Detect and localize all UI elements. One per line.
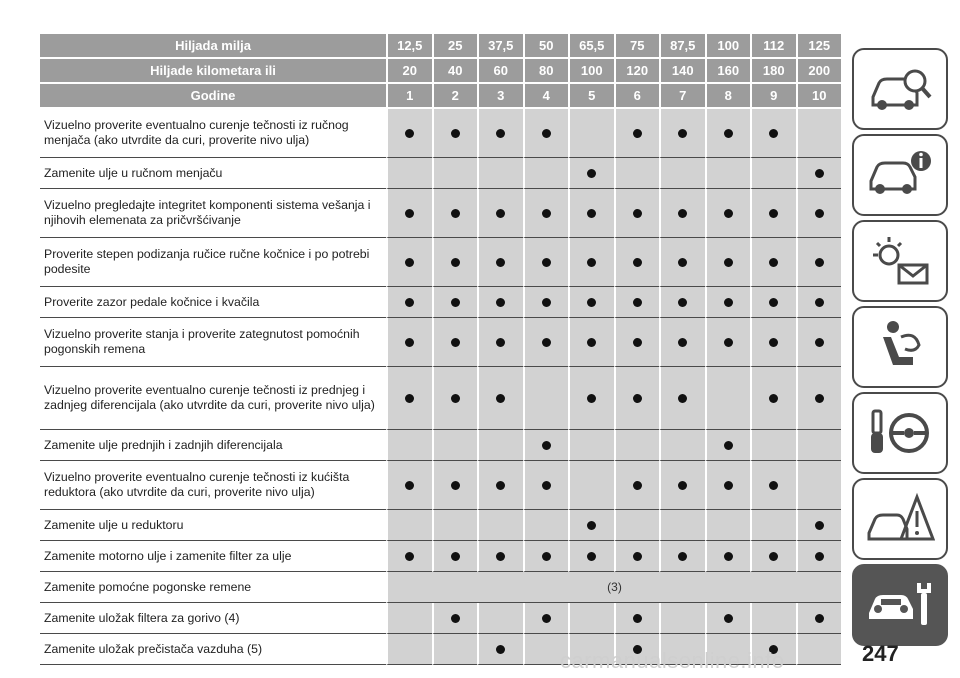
- service-required-dot: [633, 209, 642, 218]
- interval-cell: [614, 238, 660, 287]
- interval-cell: [750, 158, 796, 189]
- service-required-dot: [542, 258, 551, 267]
- service-required-dot: [678, 298, 687, 307]
- table-row: [40, 158, 841, 189]
- service-required-dot: [496, 645, 505, 654]
- service-required-dot: [496, 209, 505, 218]
- interval-cell: [659, 510, 705, 541]
- interval-cell: [705, 461, 751, 510]
- interval-cell: [705, 430, 751, 461]
- interval-cell: [386, 109, 432, 158]
- service-required-dot: [451, 209, 460, 218]
- table-row: [40, 541, 841, 572]
- header-value: 8: [705, 84, 751, 109]
- service-required-dot: [678, 481, 687, 490]
- interval-cell: [750, 238, 796, 287]
- service-required-dot: [815, 521, 824, 530]
- service-required-dot: [451, 394, 460, 403]
- interval-cell: [523, 318, 569, 367]
- interval-cell: [432, 430, 478, 461]
- service-required-dot: [587, 298, 596, 307]
- service-required-dot: [769, 552, 778, 561]
- service-required-dot: [633, 481, 642, 490]
- task-description: Vizuelno pregledajte integritet komponenti sistema vešanja i njihovih elemenata za pričvršćivanje: [40, 189, 386, 238]
- service-required-dot: [451, 552, 460, 561]
- interval-cell: [477, 238, 523, 287]
- interval-cell: [386, 461, 432, 510]
- interval-cell: [568, 318, 614, 367]
- service-required-dot: [633, 338, 642, 347]
- interval-cell: [477, 510, 523, 541]
- header-value: 20: [386, 59, 432, 84]
- task-description: Zamenite uložak prečistača vazduha (5): [40, 634, 386, 665]
- table-row: [40, 461, 841, 510]
- table-row: [40, 318, 841, 367]
- header-value: 6: [614, 84, 660, 109]
- interval-cell: [386, 541, 432, 572]
- interval-cell: [432, 318, 478, 367]
- service-required-dot: [724, 481, 733, 490]
- interval-cell: [386, 238, 432, 287]
- table-row: [40, 109, 841, 158]
- interval-cell: [750, 510, 796, 541]
- service-required-dot: [815, 209, 824, 218]
- service-required-dot: [451, 258, 460, 267]
- interval-cell: [796, 109, 842, 158]
- service-required-dot: [542, 338, 551, 347]
- interval-cell: [614, 430, 660, 461]
- watermark: carmanualsonline.info: [560, 648, 785, 673]
- interval-cell: [659, 461, 705, 510]
- header-value: 1: [386, 84, 432, 109]
- table-row: [40, 287, 841, 318]
- interval-cell: [705, 287, 751, 318]
- interval-cell: [796, 158, 842, 189]
- service-required-dot: [678, 552, 687, 561]
- interval-cell: [523, 158, 569, 189]
- interval-cell: [796, 541, 842, 572]
- header-value: 80: [523, 59, 569, 84]
- header-value: 180: [750, 59, 796, 84]
- header-value: 9: [750, 84, 796, 109]
- interval-cell: [659, 367, 705, 430]
- service-required-dot: [542, 441, 551, 450]
- service-required-dot: [542, 614, 551, 623]
- header-value: 87,5: [659, 34, 705, 59]
- interval-cell: [750, 318, 796, 367]
- service-required-dot: [678, 338, 687, 347]
- service-required-dot: [633, 298, 642, 307]
- service-required-dot: [724, 614, 733, 623]
- sidebar-tab-seat-airbag[interactable]: [852, 306, 948, 388]
- interval-cell: [386, 287, 432, 318]
- interval-cell: [796, 318, 842, 367]
- header-row: [40, 34, 841, 59]
- interval-cell: [659, 189, 705, 238]
- task-description: Vizuelno proverite eventualno curenje tečnosti iz kućišta reduktora (ako utvrdite da curi, proverite nivo ulja): [40, 461, 386, 510]
- task-description: Zamenite motorno ulje i zamenite filter za ulje: [40, 541, 386, 572]
- service-required-dot: [633, 258, 642, 267]
- interval-cell: [432, 238, 478, 287]
- service-required-dot: [678, 129, 687, 138]
- sidebar-tab-car-accident[interactable]: [852, 478, 948, 560]
- interval-cell: [477, 158, 523, 189]
- interval-cell: [614, 158, 660, 189]
- interval-cell: [705, 158, 751, 189]
- service-required-dot: [815, 614, 824, 623]
- car-wrench-icon: [865, 575, 935, 635]
- interval-cell: [568, 238, 614, 287]
- interval-cell: [568, 430, 614, 461]
- header-value: 100: [568, 59, 614, 84]
- interval-cell: [705, 318, 751, 367]
- service-required-dot: [496, 552, 505, 561]
- service-required-dot: [678, 394, 687, 403]
- service-required-dot: [451, 481, 460, 490]
- service-required-dot: [405, 129, 414, 138]
- header-value: 4: [523, 84, 569, 109]
- interval-cell: [705, 367, 751, 430]
- service-required-dot: [815, 169, 824, 178]
- header-value: 3: [477, 84, 523, 109]
- service-required-dot: [542, 209, 551, 218]
- header-value: 65,5: [568, 34, 614, 59]
- header-value: 37,5: [477, 34, 523, 59]
- interval-cell: [477, 461, 523, 510]
- interval-cell: [568, 189, 614, 238]
- interval-cell: [523, 238, 569, 287]
- interval-cell: [750, 367, 796, 430]
- service-required-dot: [542, 481, 551, 490]
- interval-cell: [432, 603, 478, 634]
- table-row: [40, 510, 841, 541]
- interval-cell: [796, 238, 842, 287]
- interval-cell: [659, 109, 705, 158]
- interval-cell: [614, 109, 660, 158]
- interval-cell: [523, 461, 569, 510]
- interval-cell: [386, 367, 432, 430]
- header-value: 120: [614, 59, 660, 84]
- interval-cell: [432, 189, 478, 238]
- service-required-dot: [815, 552, 824, 561]
- service-required-dot: [405, 338, 414, 347]
- interval-cell: [659, 318, 705, 367]
- interval-cell: [796, 461, 842, 510]
- service-required-dot: [451, 298, 460, 307]
- header-row: [40, 59, 841, 84]
- task-description: Zamenite pomoćne pogonske remene: [40, 572, 386, 603]
- interval-cell: [614, 510, 660, 541]
- service-required-dot: [724, 338, 733, 347]
- interval-cell: [750, 461, 796, 510]
- interval-cell: [705, 238, 751, 287]
- interval-cell: [432, 109, 478, 158]
- interval-cell: [614, 461, 660, 510]
- warning-light-message-icon: [865, 231, 935, 291]
- interval-cell: [659, 287, 705, 318]
- interval-cell: [477, 430, 523, 461]
- interval-cell: [523, 430, 569, 461]
- interval-cell: [750, 541, 796, 572]
- sidebar-tab-car-wrench[interactable]: [852, 564, 948, 646]
- header-value: 75: [614, 34, 660, 59]
- interval-cell: [432, 287, 478, 318]
- key-steering-wheel-icon: [865, 403, 935, 463]
- service-required-dot: [587, 521, 596, 530]
- sidebar-tab-car-info[interactable]: [852, 134, 948, 216]
- interval-cell: [568, 510, 614, 541]
- interval-cell: [568, 158, 614, 189]
- header-value: 140: [659, 59, 705, 84]
- interval-cell: [386, 189, 432, 238]
- interval-cell: [477, 318, 523, 367]
- service-required-dot: [815, 258, 824, 267]
- service-required-dot: [496, 481, 505, 490]
- header-value: 112: [750, 34, 796, 59]
- interval-note: (3): [386, 572, 841, 603]
- car-accident-triangle-icon: [865, 489, 935, 549]
- interval-cell: [750, 109, 796, 158]
- table-row: [40, 603, 841, 634]
- header-value: 200: [796, 59, 842, 84]
- sidebar-tab-warning-light[interactable]: [852, 220, 948, 302]
- interval-cell: [386, 510, 432, 541]
- table-row: [40, 238, 841, 287]
- service-required-dot: [587, 394, 596, 403]
- interval-cell: [568, 367, 614, 430]
- service-required-dot: [724, 209, 733, 218]
- header-value: 125: [796, 34, 842, 59]
- task-description: Vizuelno proverite eventualno curenje tečnosti iz prednjeg i zadnjeg diferencijala (ako utvrdite da curi, proverite nivo ulja): [40, 367, 386, 430]
- task-description: Zamenite ulje u reduktoru: [40, 510, 386, 541]
- header-value: 12,5: [386, 34, 432, 59]
- interval-cell: [523, 189, 569, 238]
- interval-cell: [750, 603, 796, 634]
- interval-cell: [477, 287, 523, 318]
- service-required-dot: [769, 258, 778, 267]
- header-value: 160: [705, 59, 751, 84]
- interval-cell: [659, 541, 705, 572]
- interval-cell: [796, 367, 842, 430]
- interval-cell: [568, 109, 614, 158]
- header-label: Godine: [40, 84, 386, 109]
- interval-cell: [614, 367, 660, 430]
- interval-cell: [386, 318, 432, 367]
- service-required-dot: [587, 552, 596, 561]
- interval-cell: [386, 634, 432, 665]
- service-required-dot: [542, 298, 551, 307]
- interval-cell: [750, 287, 796, 318]
- service-required-dot: [451, 129, 460, 138]
- sidebar-tab-key-steering[interactable]: [852, 392, 948, 474]
- interval-cell: [796, 603, 842, 634]
- interval-cell: [614, 189, 660, 238]
- service-required-dot: [496, 129, 505, 138]
- interval-cell: [477, 634, 523, 665]
- interval-cell: [523, 109, 569, 158]
- interval-cell: [523, 367, 569, 430]
- header-value: 25: [432, 34, 478, 59]
- header-value: 100: [705, 34, 751, 59]
- interval-cell: [568, 461, 614, 510]
- interval-cell: [386, 430, 432, 461]
- service-required-dot: [496, 298, 505, 307]
- service-required-dot: [587, 258, 596, 267]
- interval-cell: [796, 510, 842, 541]
- task-description: Vizuelno proverite stanja i proverite zategnutost pomoćnih pogonskih remena: [40, 318, 386, 367]
- service-required-dot: [405, 209, 414, 218]
- service-required-dot: [496, 258, 505, 267]
- interval-cell: [432, 510, 478, 541]
- service-required-dot: [587, 209, 596, 218]
- service-required-dot: [587, 338, 596, 347]
- task-description: Vizuelno proverite eventualno curenje tečnosti iz ručnog menjača (ako utvrdite da curi, proverite nivo ulja): [40, 109, 386, 158]
- interval-cell: [432, 541, 478, 572]
- interval-cell: [659, 238, 705, 287]
- car-magnifier-icon: [865, 59, 935, 119]
- interval-cell: [614, 541, 660, 572]
- service-required-dot: [724, 441, 733, 450]
- service-required-dot: [633, 394, 642, 403]
- service-required-dot: [724, 552, 733, 561]
- service-required-dot: [542, 129, 551, 138]
- service-required-dot: [724, 298, 733, 307]
- interval-cell: [523, 287, 569, 318]
- interval-cell: [659, 603, 705, 634]
- maintenance-schedule-table: [40, 34, 841, 665]
- header-value: 2: [432, 84, 478, 109]
- interval-cell: [659, 430, 705, 461]
- service-required-dot: [405, 298, 414, 307]
- interval-cell: [432, 634, 478, 665]
- interval-cell: [432, 461, 478, 510]
- service-required-dot: [405, 552, 414, 561]
- header-value: 50: [523, 34, 569, 59]
- page-number: 247: [862, 641, 899, 666]
- service-required-dot: [724, 129, 733, 138]
- car-info-icon: [865, 145, 935, 205]
- table-row: [40, 367, 841, 430]
- header-label: Hiljada milja: [40, 34, 386, 59]
- service-required-dot: [587, 169, 596, 178]
- interval-cell: [705, 603, 751, 634]
- interval-cell: [386, 158, 432, 189]
- interval-cell: [750, 189, 796, 238]
- service-required-dot: [769, 298, 778, 307]
- service-required-dot: [815, 298, 824, 307]
- service-required-dot: [769, 481, 778, 490]
- interval-cell: [568, 541, 614, 572]
- service-required-dot: [678, 258, 687, 267]
- interval-cell: [796, 189, 842, 238]
- interval-cell: [523, 510, 569, 541]
- interval-cell: [432, 367, 478, 430]
- table-row: [40, 189, 841, 238]
- service-required-dot: [769, 394, 778, 403]
- header-label: Hiljade kilometara ili: [40, 59, 386, 84]
- seat-airbag-icon: [865, 317, 935, 377]
- task-description: Zamenite ulje prednjih i zadnjih diferencijala: [40, 430, 386, 461]
- table-row: [40, 430, 841, 461]
- interval-cell: [568, 287, 614, 318]
- service-required-dot: [633, 552, 642, 561]
- service-required-dot: [815, 338, 824, 347]
- service-required-dot: [405, 481, 414, 490]
- service-required-dot: [496, 394, 505, 403]
- task-description: Proverite stepen podizanja ručice ručne kočnice i po potrebi podesite: [40, 238, 386, 287]
- interval-cell: [614, 318, 660, 367]
- header-value: 5: [568, 84, 614, 109]
- interval-cell: [705, 109, 751, 158]
- interval-cell: [614, 603, 660, 634]
- header-value: 10: [796, 84, 842, 109]
- header-value: 7: [659, 84, 705, 109]
- task-description: Proverite zazor pedale kočnice i kvačila: [40, 287, 386, 318]
- task-description: Zamenite ulje u ručnom menjaču: [40, 158, 386, 189]
- service-required-dot: [678, 209, 687, 218]
- service-required-dot: [769, 209, 778, 218]
- interval-cell: [477, 189, 523, 238]
- service-required-dot: [633, 129, 642, 138]
- service-required-dot: [451, 614, 460, 623]
- interval-cell: [796, 634, 842, 665]
- interval-cell: [796, 430, 842, 461]
- service-required-dot: [633, 614, 642, 623]
- sidebar-tab-car-magnifier[interactable]: [852, 48, 948, 130]
- service-required-dot: [769, 338, 778, 347]
- interval-cell: [750, 430, 796, 461]
- service-required-dot: [405, 394, 414, 403]
- service-required-dot: [542, 552, 551, 561]
- header-value: 60: [477, 59, 523, 84]
- service-required-dot: [405, 258, 414, 267]
- interval-cell: [705, 541, 751, 572]
- interval-cell: [523, 603, 569, 634]
- interval-cell: [386, 603, 432, 634]
- table-row: [40, 572, 841, 603]
- interval-cell: [477, 541, 523, 572]
- service-required-dot: [496, 338, 505, 347]
- interval-cell: [523, 541, 569, 572]
- interval-cell: [614, 287, 660, 318]
- interval-cell: [477, 109, 523, 158]
- header-value: 40: [432, 59, 478, 84]
- task-description: Zamenite uložak filtera za gorivo (4): [40, 603, 386, 634]
- service-required-dot: [724, 258, 733, 267]
- interval-cell: [705, 510, 751, 541]
- interval-cell: [568, 603, 614, 634]
- interval-cell: [705, 189, 751, 238]
- service-required-dot: [451, 338, 460, 347]
- interval-cell: [659, 158, 705, 189]
- interval-cell: [796, 287, 842, 318]
- service-required-dot: [769, 129, 778, 138]
- interval-cell: [477, 367, 523, 430]
- header-row: [40, 84, 841, 109]
- interval-cell: [432, 158, 478, 189]
- service-required-dot: [815, 394, 824, 403]
- interval-cell: [477, 603, 523, 634]
